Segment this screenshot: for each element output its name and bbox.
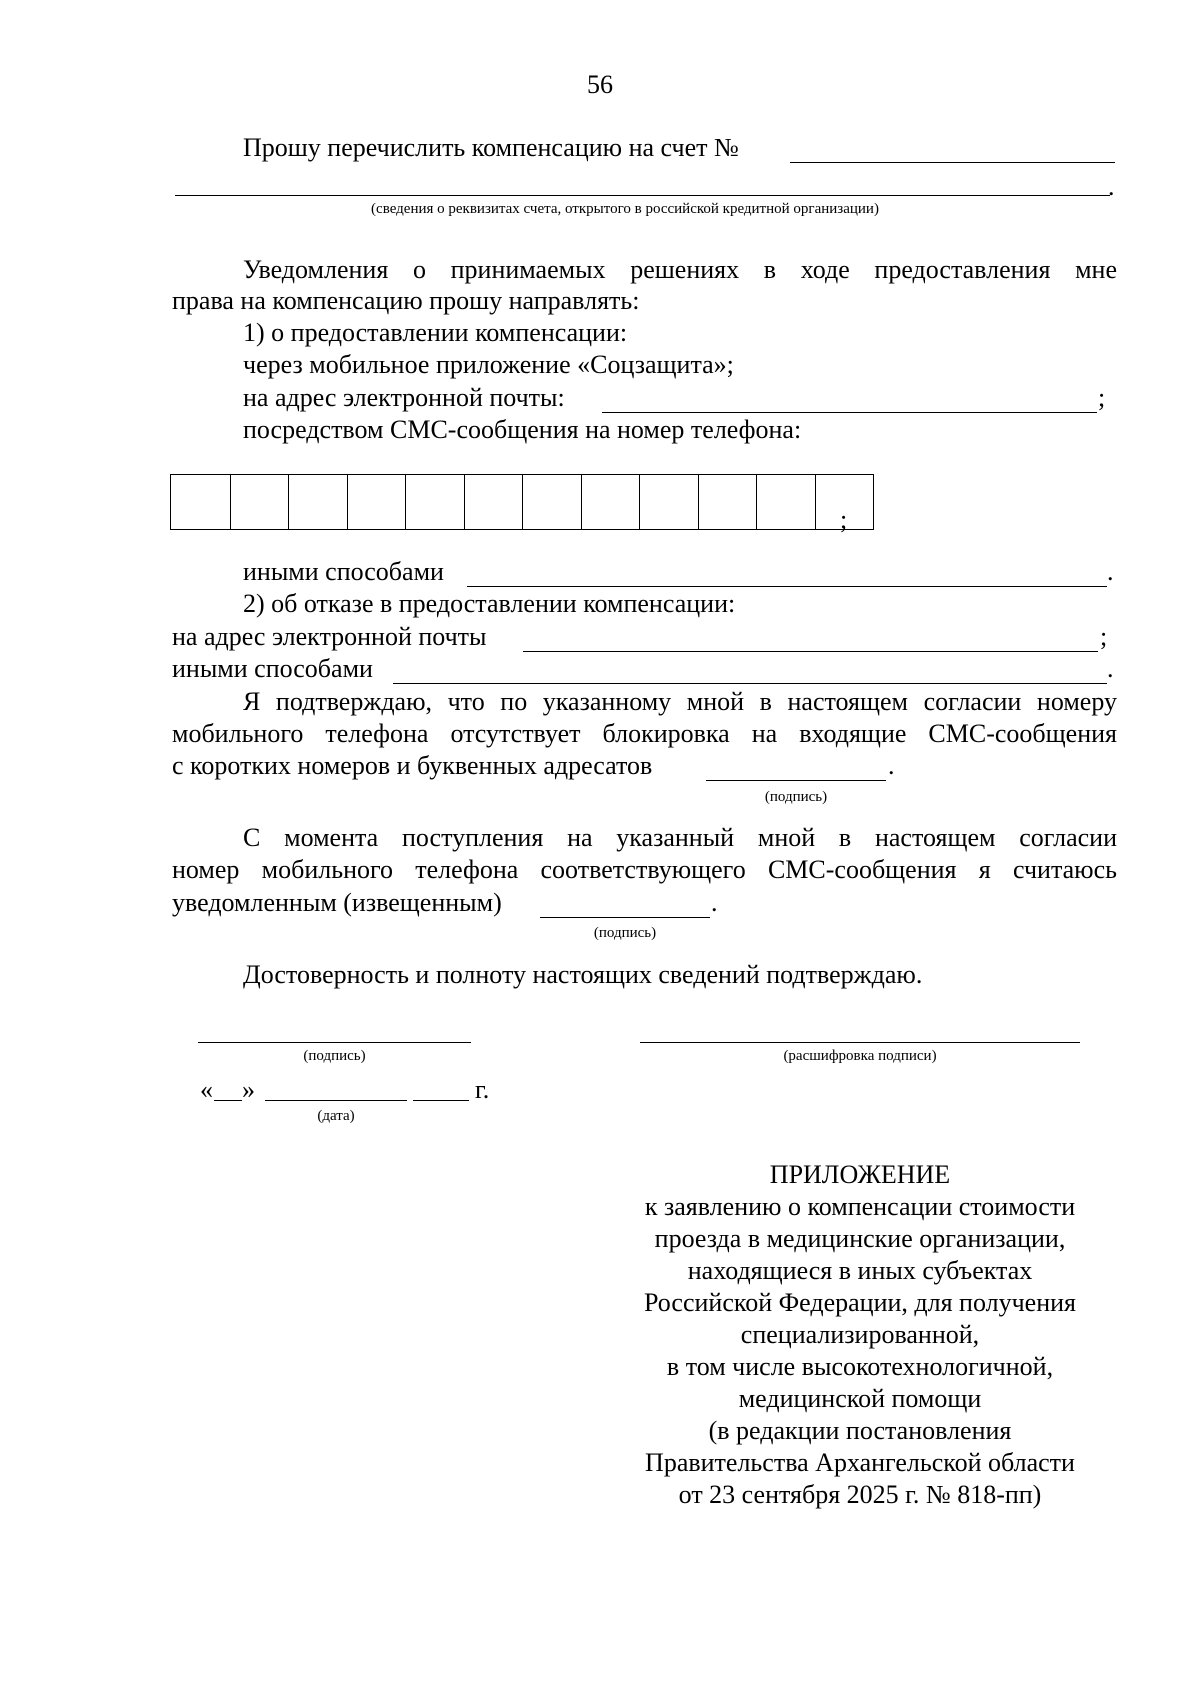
date-year-suffix: г.: [475, 1075, 490, 1104]
appendix-title: ПРИЛОЖЕНИЕ: [769, 1160, 951, 1189]
item1-other-field[interactable]: [467, 586, 1107, 587]
confirm1-signature-caption: (подпись): [764, 789, 828, 805]
item1-email-semicolon: ;: [1098, 383, 1106, 412]
account-request-text: Прошу перечислить компенсацию на счет №: [243, 133, 739, 162]
confirm1-line-2: мобильного телефона отсутствует блокировка на входящие СМС-сообщения: [172, 719, 1117, 748]
date-close-quote: »: [242, 1075, 255, 1104]
item1-email-label: на адрес электронной почты:: [243, 383, 565, 412]
item2-email-label: на адрес электронной почты: [172, 622, 487, 651]
item1-email-field[interactable]: [602, 412, 1097, 413]
account-end-dot: .: [1108, 172, 1115, 201]
signature-decode-field[interactable]: [640, 1042, 1080, 1043]
phone-digit-cell[interactable]: [639, 475, 698, 529]
appendix-line: находящиеся в иных субъектах: [687, 1256, 1033, 1285]
appendix-line: Правительства Архангельской области: [645, 1448, 1075, 1477]
item1-other-dot: .: [1107, 557, 1114, 586]
final-statement: Достоверность и полноту настоящих сведений подтверждаю.: [243, 960, 923, 989]
appendix-line: Российской Федерации, для получения: [643, 1288, 1077, 1317]
item1-other-label: иными способами: [243, 557, 444, 586]
account-details-field[interactable]: [175, 195, 1110, 196]
phone-digit-cell[interactable]: [230, 475, 289, 529]
account-caption: (сведения о реквизитах счета, открытого в российской кредитной организации): [371, 201, 879, 217]
date-open-quote: «: [200, 1075, 213, 1104]
phone-digit-cell[interactable]: [405, 475, 464, 529]
confirm1-signature-field[interactable]: [706, 780, 886, 781]
date-month-field[interactable]: [265, 1100, 407, 1101]
item1-title: 1) о предоставлении компенсации:: [243, 318, 628, 347]
account-number-field[interactable]: [790, 162, 1115, 163]
phone-digit-cell[interactable]: [171, 475, 230, 529]
item1-sms-label: посредством СМС-сообщения на номер телефона:: [243, 415, 802, 444]
confirm2-dot: .: [711, 888, 718, 917]
signature-field[interactable]: [198, 1042, 471, 1043]
appendix-line: медицинской помощи: [738, 1384, 982, 1413]
confirm2-signature-caption: (подпись): [593, 925, 657, 941]
phone-number-grid[interactable]: [170, 474, 874, 530]
confirm2-line-3: уведомленным (извещенным): [172, 888, 502, 917]
notifications-line-1: Уведомления о принимаемых решениях в ходе предоставления мне: [243, 255, 1117, 284]
confirm2-line-1: С момента поступления на указанный мной в настоящем согласии: [243, 823, 1117, 852]
appendix-line: (в редакции постановления: [708, 1416, 1012, 1445]
phone-digit-cell[interactable]: [464, 475, 523, 529]
page-number: 56: [587, 70, 613, 99]
phone-digit-cell[interactable]: [756, 475, 815, 529]
item2-title: 2) об отказе в предоставлении компенсации:: [243, 589, 736, 618]
item2-email-semicolon: ;: [1100, 622, 1108, 651]
item2-other-dot: .: [1107, 654, 1114, 683]
item2-other-field[interactable]: [393, 683, 1107, 684]
appendix-line: специализированной,: [740, 1320, 980, 1349]
confirm1-line-3: с коротких номеров и буквенных адресатов: [172, 751, 653, 780]
date-year-field[interactable]: [413, 1100, 469, 1101]
appendix-line: к заявлению о компенсации стоимости: [644, 1192, 1076, 1221]
item2-other-label: иными способами: [172, 654, 373, 683]
notifications-line-2: права на компенсацию прошу направлять:: [172, 286, 640, 315]
phone-digit-cell[interactable]: [581, 475, 640, 529]
confirm1-line-1: Я подтверждаю, что по указанному мной в настоящем согласии номеру: [243, 687, 1117, 716]
phone-semicolon: ;: [840, 505, 848, 534]
confirm2-signature-field[interactable]: [540, 917, 710, 918]
phone-digit-cell[interactable]: [347, 475, 406, 529]
phone-digit-cell[interactable]: [522, 475, 581, 529]
confirm2-line-2: номер мобильного телефона соответствующего СМС-сообщения я считаюсь: [172, 855, 1117, 884]
appendix-line: в том числе высокотехнологичной,: [666, 1352, 1054, 1381]
date-day-field[interactable]: [214, 1100, 242, 1101]
item2-email-field[interactable]: [523, 651, 1098, 652]
signature-decode-caption: (расшифровка подписи): [783, 1048, 937, 1064]
confirm1-dot: .: [888, 751, 895, 780]
phone-digit-cell[interactable]: [698, 475, 757, 529]
item1-app: через мобильное приложение «Соцзащита»;: [243, 350, 734, 379]
signature-caption: (подпись): [303, 1048, 366, 1064]
appendix-line: от 23 сентября 2025 г. № 818-пп): [678, 1480, 1042, 1509]
phone-digit-cell[interactable]: [288, 475, 347, 529]
date-caption: (дата): [317, 1108, 355, 1124]
appendix-line: проезда в медицинские организации,: [654, 1224, 1066, 1253]
